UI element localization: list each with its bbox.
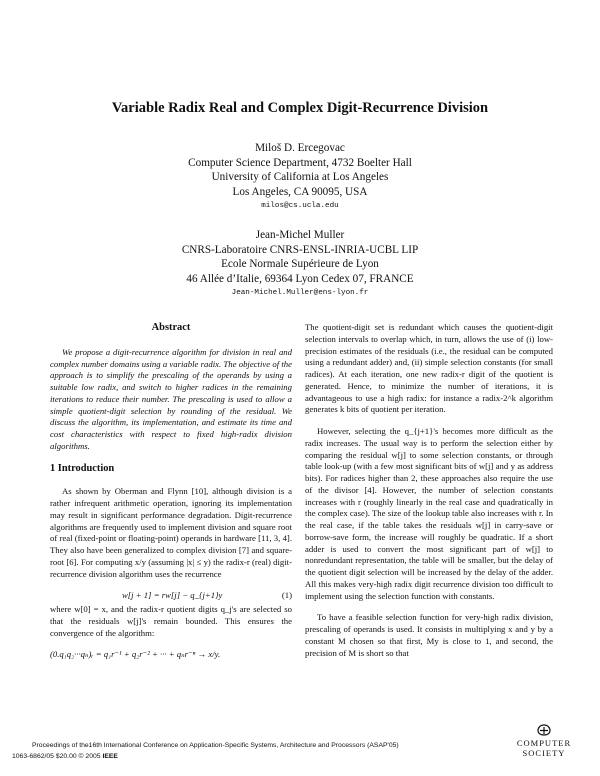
author-name: Miloš D. Ercegovac — [255, 142, 345, 154]
section-heading: 1 Introduction — [50, 462, 115, 474]
intro-paragraph-2: where w[0] = x, and the radix-r quotient digits q_j's are selected so that the residuals w[j]'s remain bounded. This ensures the convergence of the algorithm: — [50, 604, 292, 638]
computer-society-mark-icon — [537, 724, 551, 736]
right-paragraph-3: To have a feasible selection function for very-high radix division, prescaling of operands is used. It consists in multiplying x and y by a constant M chosen so that first, My is close to 1, and second, the precision of M is short so that — [305, 612, 553, 658]
intro-paragraph-1: As shown by Oberman and Flynn [10], although division is a rather infrequent arithmetic operation, ignoring its implementation may result in significant performance degradation. Digit-recurrence algorithms are frequently used to implement division and square root of real (fixed-point or floating-point) operands in hardware [11, 3, 4]. They also have been generalized to complex division [7] and square-root [6]. For computing x/y (assuming |x| ≤ y) the radix-r (real) digit-recurrence division algorithm uses the recurrence — [50, 486, 292, 579]
right-column — [305, 322, 553, 669]
logo-line-1: COMPUTER — [516, 738, 572, 748]
author-block-1 — [0, 141, 600, 213]
paper-title: Variable Radix Real and Complex Digit-Recurrence Division — [111, 100, 489, 116]
right-paragraph-1: The quotient-digit set is redundant which causes the quotient-digit selection intervals to overlap which, in turn, allows the use of (i) low-precision estimates of the residuals (i.e., the residual can be computed using a redundant adder) and, (ii) simple selection constants (for small radices). At each iteration, one new radix-r digit of the quotient is generated. Hence, to minimize the number of iterations, it is advantageous to use a high radix: for instance a radix-2^k algorithm generates k bits of quotient per iteration. — [305, 322, 553, 415]
author-name: Jean-Michel Muller — [255, 229, 345, 241]
abstract-text: We propose a digit-recurrence algorithm for division in real and complex number domains using a variable radix. The objective of the approach is to simplify the prescaling of the operands by using a suitable low radix, and switch to higher radices in the remaining iterations to reduce their number. The prescaling is used to allow a simple quotient-digit selection by rounding of the residual. We discuss the algorithm, its implementation, and estimate its time and cost characteristics with respect to fixed high-radix division algorithms. — [50, 346, 292, 451]
left-column — [50, 322, 292, 663]
author-affiliation-line: Los Angeles, CA 90095, USA — [232, 185, 368, 198]
author-affiliation-line: Computer Science Department, 4732 Boelter Hall — [188, 156, 412, 169]
author-email: milos@cs.ucla.edu — [261, 202, 339, 211]
author-email: Jean-Michel.Muller@ens-lyon.fr — [231, 289, 369, 298]
equation-1 — [50, 590, 292, 602]
author-block-2 — [0, 228, 600, 300]
equation-1-number: (1) — [281, 590, 292, 601]
footer-copyright-text: 1063-6862/05 $20.00 © 2005 — [12, 753, 101, 760]
footer-proceedings: Proceedings of the16th International Conference on Application-Specific Systems, Architecture and Processors (ASAP'05) — [32, 742, 399, 749]
author-affiliation-line: University of California at Los Angeles — [211, 171, 389, 184]
abstract-heading: Abstract — [151, 322, 191, 333]
right-paragraph-2: However, selecting the q_{j+1}'s becomes more difficult as the radix increases. The usual way is to perform the selection either by comparing the residual w[j] to some selection constants, or through table look-up (with a few most significant bits of w[j] and y as address bits). For radices higher than 2, these approaches also require the use of the divisor [4]. However, the number of selection constants increases with r (roughly linearly in the real case and quadratically in the complex case). The size of the lookup table also increases with r. In the real case, if the table takes the residuals w[j] in carry-save or borrow-save form, the increase will roughly be quadratic. If a short adder is used to convert the most significant part of w[j] to nonredundant representation, the table will be smaller, but the delay of the quotient digit selection will be increased by the delay of the adder. All this makes very-high radix digit recurrence division too difficult to implement using the selection function with constants. — [305, 426, 553, 601]
author-affiliation-line: Ecole Normale Supérieure de Lyon — [221, 258, 379, 271]
equation-1-body: w[j + 1] = rw[j] − q_{j+1}y — [122, 590, 223, 601]
footer-copyright — [12, 752, 118, 762]
author-affiliation-line: CNRS-Laboratoire CNRS-ENSL-INRIA-UCBL LIP — [181, 243, 419, 256]
computer-society-logo — [512, 724, 576, 770]
ieee-label: IEEE — [102, 753, 118, 760]
logo-line-2: SOCIETY — [522, 748, 566, 758]
equation-2: (0.q₁q₂···qₙ)ᵣ = q₁r⁻¹ + q₂r⁻² + ··· + qₙr⁻ⁿ → x/y. — [50, 649, 221, 660]
author-affiliation-line: 46 Allée d’Italie, 69364 Lyon Cedex 07, FRANCE — [186, 272, 414, 285]
